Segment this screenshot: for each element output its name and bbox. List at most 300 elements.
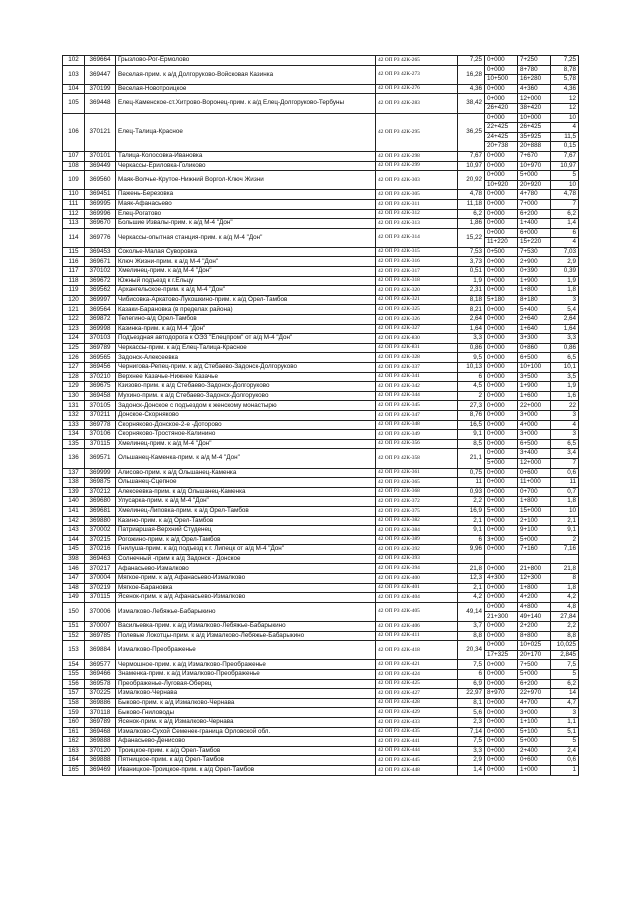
row-number: 398 — [63, 554, 85, 564]
table-row — [63, 401, 579, 411]
road-code: 42 ОП РЗ 42К-448 — [376, 765, 458, 775]
road-length: 9,96 — [458, 545, 485, 555]
range-length: 1,1 — [551, 717, 579, 727]
road-register-table — [62, 55, 579, 776]
road-code: 42 ОП РЗ 42К-283 — [376, 94, 458, 113]
row-number: 141 — [63, 506, 85, 516]
row-number: 149 — [63, 593, 85, 603]
road-code: 42 ОП РЗ 42К-311 — [376, 199, 458, 209]
range-start: 5+000 — [485, 458, 518, 468]
range-end: 1+100 — [518, 717, 551, 727]
range-end: 0+390 — [518, 267, 551, 277]
range-end: 3+000 — [518, 430, 551, 440]
road-name: Пажень-Березовка — [116, 190, 376, 200]
range-start: 0+000 — [485, 727, 518, 737]
table-row — [63, 151, 579, 161]
range-end: 15+220 — [518, 238, 551, 248]
road-code: 42 ОП РЗ 42К-349 — [376, 430, 458, 440]
road-name: Солнечный -прим к а/д Задонск - Донское — [116, 554, 376, 564]
road-name: Чермошное-прим. к а/д Измалково-Преображенье — [116, 660, 376, 670]
road-code: 42 ОП РЗ 42К-317 — [376, 267, 458, 277]
road-name: Ясенок-прим. к а/д Афанасьево-Измалково — [116, 593, 376, 603]
road-id: 369456 — [85, 363, 116, 373]
road-id: 369888 — [85, 737, 116, 747]
range-length: 5 — [551, 670, 579, 680]
road-name: Измалково-Сухой Семенек-граница Орловской обл. — [116, 727, 376, 737]
range-length: 6,2 — [551, 679, 579, 689]
road-code: 42 ОП РЗ 42К-358 — [376, 449, 458, 468]
table-row — [63, 679, 579, 689]
road-length: 8,21 — [458, 305, 485, 315]
range-end: 4+780 — [518, 190, 551, 200]
road-name: Южный подъезд к г.Ельцу — [116, 276, 376, 286]
road-name: Преображенье-Луговая-Оберец — [116, 679, 376, 689]
range-end: 16+280 — [518, 75, 551, 85]
range-start: 0+000 — [485, 746, 518, 756]
table-row — [63, 257, 579, 267]
range-end: 38+420 — [518, 103, 551, 113]
range-end: 20+170 — [518, 650, 551, 660]
row-number: 165 — [63, 765, 85, 775]
road-code: 42 ОП РЗ 42К-365 — [376, 478, 458, 488]
road-code: 42 ОП РЗ 42К-298 — [376, 151, 458, 161]
road-code: 42 ОП РЗ 42К-393 — [376, 554, 458, 564]
range-start: 0+000 — [485, 497, 518, 507]
range-start: 0+000 — [485, 228, 518, 238]
road-code: 42 ОП РЗ 42К-445 — [376, 756, 458, 766]
row-number: 105 — [63, 94, 85, 113]
range-length: 4 — [551, 420, 579, 430]
row-number: 111 — [63, 199, 85, 209]
road-length: 2,9 — [458, 756, 485, 766]
range-start: 8+970 — [485, 689, 518, 699]
row-number: 159 — [63, 708, 85, 718]
range-length: 8,78 — [551, 65, 579, 75]
table-row — [63, 717, 579, 727]
road-code: 42 ОП РЗ 42К-382 — [376, 516, 458, 526]
road-id: 369789 — [85, 343, 116, 353]
range-length: 4 — [551, 123, 579, 133]
range-length: 2,845 — [551, 650, 579, 660]
road-id: 369463 — [85, 554, 116, 564]
road-length: 0,51 — [458, 267, 485, 277]
row-number: 155 — [63, 670, 85, 680]
range-start: 10+920 — [485, 180, 518, 190]
road-name: Ольшанец-Каменка-прим. к а/д М-4 "Дон" — [116, 449, 376, 468]
range-start: 0+000 — [485, 449, 518, 459]
range-length: 5 — [551, 171, 579, 181]
road-id: 369998 — [85, 324, 116, 334]
table-row — [63, 487, 579, 497]
road-name: Кзизово-прим. к а/д Стебаево-Задонск-Долгоруково — [116, 382, 376, 392]
road-id: 369577 — [85, 660, 116, 670]
road-name: Архангельское-прим. к а/д М-4 "Дон" — [116, 286, 376, 296]
road-name: Рогожино-прим. к а/д Орел-Тамбов — [116, 535, 376, 545]
road-code: 42 ОП РЗ 42К-433 — [376, 717, 458, 727]
range-start: 0+000 — [485, 161, 518, 171]
road-name: Черкассы-Ериловка-Голиково — [116, 161, 376, 171]
range-start: 0+000 — [485, 84, 518, 94]
range-length: 22 — [551, 401, 579, 411]
road-length: 1,86 — [458, 219, 485, 229]
road-code: 42 ОП РЗ 42К-444 — [376, 746, 458, 756]
range-length: 3 — [551, 295, 579, 305]
row-number: 128 — [63, 372, 85, 382]
road-name: Елец-Талица-Красное — [116, 113, 376, 151]
row-number: 125 — [63, 343, 85, 353]
table-row — [63, 94, 579, 104]
road-name: Ясенок-прим. к а/д Измалково-Чернава — [116, 717, 376, 727]
road-id: 370118 — [85, 708, 116, 718]
road-name: Хмелинец-Липовка-прим. к а/д Орел-Тамбов — [116, 506, 376, 516]
road-name: Скорняково-Тростяное-Калинино — [116, 430, 376, 440]
road-name: Гнилуша-прим. к а/д подъезд к г. Липецк от а/д М-4 "Дон" — [116, 545, 376, 555]
road-length: 20,92 — [458, 171, 485, 190]
road-id: 369681 — [85, 506, 116, 516]
range-end: 22+970 — [518, 689, 551, 699]
range-start: 21+300 — [485, 612, 518, 622]
road-length: 7,14 — [458, 727, 485, 737]
range-length: 5,1 — [551, 727, 579, 737]
road-id: 369664 — [85, 56, 116, 66]
range-start: 0+000 — [485, 65, 518, 75]
road-name: Донское-Скорняково — [116, 410, 376, 420]
range-end: 22+000 — [518, 401, 551, 411]
road-id: 369468 — [85, 727, 116, 737]
range-start: 0+000 — [485, 679, 518, 689]
road-name: Знаменка-прим. к а/д Измалково-Преображенье — [116, 670, 376, 680]
table-row — [63, 363, 579, 373]
range-end: 9+100 — [518, 526, 551, 536]
road-length: 10,97 — [458, 161, 485, 171]
row-number: 117 — [63, 267, 85, 277]
range-end: 8+180 — [518, 295, 551, 305]
range-length: 4,8 — [551, 602, 579, 612]
range-length: 21,8 — [551, 564, 579, 574]
road-name: Мягкое-Барановка — [116, 583, 376, 593]
table-row — [63, 526, 579, 536]
range-start: 0+000 — [485, 199, 518, 209]
range-length: 12 — [551, 103, 579, 113]
row-number: 161 — [63, 727, 85, 737]
range-end: 8+800 — [518, 631, 551, 641]
road-name: Елец-Рогатово — [116, 209, 376, 219]
road-code: 42 ОП РЗ 42К-342 — [376, 382, 458, 392]
row-number: 108 — [63, 161, 85, 171]
road-code: 42 ОП РЗ 42К-372 — [376, 497, 458, 507]
row-number: 102 — [63, 56, 85, 66]
row-number: 148 — [63, 583, 85, 593]
road-code: 42 ОП РЗ 42К-348 — [376, 420, 458, 430]
range-length: 3,5 — [551, 372, 579, 382]
road-id: 369875 — [85, 478, 116, 488]
road-name: Мухино-прим. к а/д Стебаево-Задонск-Долгоруково — [116, 391, 376, 401]
road-name: Казинка-прим. к а/д М-4 "Дон" — [116, 324, 376, 334]
range-end: 6+500 — [518, 439, 551, 449]
road-id: 369776 — [85, 228, 116, 247]
road-code: 42 ОП РЗ 42К-320 — [376, 286, 458, 296]
road-code: 42 ОП РЗ 42К-295 — [376, 113, 458, 151]
road-length: 3,73 — [458, 257, 485, 267]
road-code: 42 ОП РЗ 42К-375 — [376, 506, 458, 516]
range-end: 1+900 — [518, 276, 551, 286]
range-start: 26+420 — [485, 103, 518, 113]
road-length: 2,1 — [458, 583, 485, 593]
range-start: 0+000 — [485, 343, 518, 353]
range-start: 0+000 — [485, 478, 518, 488]
table-row — [63, 439, 579, 449]
road-id: 369466 — [85, 670, 116, 680]
table-row — [63, 171, 579, 181]
road-name: Алисово-прим. к а/д Ольшанец-Каменка — [116, 468, 376, 478]
range-length: 10,1 — [551, 363, 579, 373]
range-length: 3 — [551, 430, 579, 440]
range-length: 7,03 — [551, 247, 579, 257]
road-id: 370219 — [85, 583, 116, 593]
range-end: 10+100 — [518, 363, 551, 373]
table-row — [63, 660, 579, 670]
range-length: 6,2 — [551, 209, 579, 219]
range-length: 14 — [551, 689, 579, 699]
road-id: 370115 — [85, 593, 116, 603]
road-length: 7,5 — [458, 737, 485, 747]
row-number: 118 — [63, 276, 85, 286]
road-length: 3,7 — [458, 622, 485, 632]
road-code: 42 ОП РЗ 42К-424 — [376, 670, 458, 680]
range-length: 3,3 — [551, 334, 579, 344]
road-code: 42 ОП РЗ 42К-435 — [376, 727, 458, 737]
range-length: 10 — [551, 180, 579, 190]
range-start: 0+000 — [485, 526, 518, 536]
table-row — [63, 583, 579, 593]
road-name: Алексеевка-прим. к а/д Ольшанец-Каменка — [116, 487, 376, 497]
range-length: 6,5 — [551, 439, 579, 449]
road-code: 42 ОП РЗ 42К-312 — [376, 209, 458, 219]
range-length: 5,4 — [551, 305, 579, 315]
row-number: 153 — [63, 641, 85, 660]
road-code: 42 ОП РЗ 42К-404 — [376, 593, 458, 603]
road-length: 7,67 — [458, 151, 485, 161]
range-end: 3+400 — [518, 449, 551, 459]
range-end: 6+200 — [518, 679, 551, 689]
range-start: 5+000 — [485, 506, 518, 516]
range-start: 0+000 — [485, 545, 518, 555]
road-name: Измалково-Лебяжье-Бабарыкино — [116, 602, 376, 621]
range-end: 2+200 — [518, 622, 551, 632]
road-name: Пятницкое-прим. к а/д Орел-Тамбов — [116, 756, 376, 766]
road-name: Задонск-Алексеевка — [116, 353, 376, 363]
row-number: 164 — [63, 756, 85, 766]
range-start: 0+000 — [485, 324, 518, 334]
road-id: 369999 — [85, 468, 116, 478]
road-id: 369785 — [85, 631, 116, 641]
row-number: 140 — [63, 497, 85, 507]
road-code: 42 ОП РЗ 42К-411 — [376, 631, 458, 641]
range-start: 0+000 — [485, 382, 518, 392]
range-length: 1,4 — [551, 219, 579, 229]
road-length: 12,3 — [458, 574, 485, 584]
range-start: 0+000 — [485, 468, 518, 478]
road-code: 42 ОП РЗ 42К-273 — [376, 65, 458, 84]
range-end: 20+888 — [518, 142, 551, 152]
range-start: 0+000 — [485, 430, 518, 440]
road-code: 42 ОП РЗ 42К-406 — [376, 622, 458, 632]
table-row — [63, 209, 579, 219]
road-length: 2,3 — [458, 717, 485, 727]
range-end: 10+025 — [518, 641, 551, 651]
range-length: 0,86 — [551, 343, 579, 353]
road-name: Быково-Гниловоды — [116, 708, 376, 718]
range-start: 11+220 — [485, 238, 518, 248]
range-length: 5,78 — [551, 75, 579, 85]
row-number: 138 — [63, 478, 85, 488]
road-code: 42 ОП РЗ 42К-368 — [376, 487, 458, 497]
table-row — [63, 737, 579, 747]
road-id: 369458 — [85, 391, 116, 401]
range-end: 7+250 — [518, 56, 551, 66]
range-start: 0+000 — [485, 257, 518, 267]
road-id: 369560 — [85, 171, 116, 190]
row-number: 124 — [63, 334, 85, 344]
row-number: 132 — [63, 410, 85, 420]
table-row — [63, 315, 579, 325]
road-id: 370216 — [85, 545, 116, 555]
road-name: Маяк-Афанасьево — [116, 199, 376, 209]
row-number: 115 — [63, 247, 85, 257]
road-id: 369789 — [85, 717, 116, 727]
range-length: 10,97 — [551, 161, 579, 171]
range-start: 0+000 — [485, 209, 518, 219]
row-number: 122 — [63, 315, 85, 325]
road-code: 42 ОП РЗ 42К-389 — [376, 535, 458, 545]
table-row — [63, 478, 579, 488]
road-code: 42 ОП РЗ 42К-421 — [376, 660, 458, 670]
table-row — [63, 631, 579, 641]
road-code: 42 ОП РЗ 42К-345 — [376, 401, 458, 411]
road-code: 42 ОП РЗ 42К-830 — [376, 334, 458, 344]
range-start: 10+500 — [485, 75, 518, 85]
range-length: 0,39 — [551, 267, 579, 277]
road-code: 42 ОП РЗ 42К-318 — [376, 276, 458, 286]
road-code: 42 ОП РЗ 42К-276 — [376, 84, 458, 94]
range-end: 1+800 — [518, 497, 551, 507]
road-id: 370121 — [85, 113, 116, 151]
range-length: 9,1 — [551, 526, 579, 536]
range-length: 7,16 — [551, 545, 579, 555]
road-id: 369680 — [85, 497, 116, 507]
road-name: Ключ Жизни-прим. к а/д М-4 "Дон" — [116, 257, 376, 267]
table-row — [63, 516, 579, 526]
range-length: 4,36 — [551, 84, 579, 94]
row-number: 160 — [63, 717, 85, 727]
road-length: 9,1 — [458, 526, 485, 536]
row-number: 131 — [63, 401, 85, 411]
road-code: 42 ОП РЗ 42К-305 — [376, 190, 458, 200]
table-row — [63, 535, 579, 545]
range-length: 0,7 — [551, 487, 579, 497]
road-id: 370211 — [85, 410, 116, 420]
range-start: 0+000 — [485, 113, 518, 123]
table-row — [63, 334, 579, 344]
row-number: 150 — [63, 602, 85, 621]
road-id: 369453 — [85, 247, 116, 257]
row-number: 151 — [63, 622, 85, 632]
road-name: Скорняково-Донское-2-е -Доторово — [116, 420, 376, 430]
table-row — [63, 554, 579, 564]
range-end: 0+600 — [518, 756, 551, 766]
range-start: 0+000 — [485, 267, 518, 277]
range-end: 1+800 — [518, 286, 551, 296]
range-start: 0+000 — [485, 516, 518, 526]
road-length: 8,76 — [458, 410, 485, 420]
road-length: 38,42 — [458, 94, 485, 113]
road-name: Соколье-Малая Суворовка — [116, 247, 376, 257]
range-start: 0+000 — [485, 363, 518, 373]
road-length: 9,5 — [458, 353, 485, 363]
range-start: 0+000 — [485, 315, 518, 325]
table-row — [63, 545, 579, 555]
road-id: 369996 — [85, 209, 116, 219]
range-end: 35+925 — [518, 132, 551, 142]
range-end: 21+800 — [518, 564, 551, 574]
road-length: 16,5 — [458, 420, 485, 430]
row-number: 136 — [63, 449, 85, 468]
road-name: Патриаршая-Верхний Студенец — [116, 526, 376, 536]
road-name: Быково-прим. к а/д Измалково-Чернава — [116, 698, 376, 708]
road-length: 3,3 — [458, 746, 485, 756]
road-id: 369562 — [85, 286, 116, 296]
road-id: 369671 — [85, 257, 116, 267]
range-start: 0+000 — [485, 276, 518, 286]
road-id: 369578 — [85, 679, 116, 689]
table-row — [63, 410, 579, 420]
range-end: 6+500 — [518, 353, 551, 363]
road-length: 1,64 — [458, 324, 485, 334]
road-id: 370199 — [85, 84, 116, 94]
row-number: 103 — [63, 65, 85, 84]
row-number: 120 — [63, 295, 85, 305]
road-id: 370217 — [85, 564, 116, 574]
road-code: 42 ОП РЗ 42К-315 — [376, 247, 458, 257]
range-length: 7,25 — [551, 56, 579, 66]
range-end: 3+000 — [518, 708, 551, 718]
range-length: 2 — [551, 535, 579, 545]
road-length: 21,1 — [458, 449, 485, 468]
road-name: Афанасьево-Измалково — [116, 564, 376, 574]
row-number: 154 — [63, 660, 85, 670]
road-length: 6 — [458, 535, 485, 545]
road-register-page — [62, 55, 578, 776]
road-code: 42 ОП РЗ 42К-347 — [376, 410, 458, 420]
range-end: 4+800 — [518, 602, 551, 612]
road-length: 2,2 — [458, 497, 485, 507]
row-number: 130 — [63, 391, 85, 401]
range-end: 49+140 — [518, 612, 551, 622]
road-length: 1,4 — [458, 765, 485, 775]
table-row — [63, 468, 579, 478]
road-length: 1,9 — [458, 276, 485, 286]
road-length: 20,34 — [458, 641, 485, 660]
range-start: 0+000 — [485, 660, 518, 670]
road-code: 42 ОП РЗ 42К-313 — [376, 219, 458, 229]
range-length: 1,64 — [551, 324, 579, 334]
range-length: 2,64 — [551, 315, 579, 325]
range-end: 8+780 — [518, 65, 551, 75]
range-length: 4 — [551, 238, 579, 248]
range-end: 7+160 — [518, 545, 551, 555]
road-name: Верхнее Казачье-Нижнее Казачье — [116, 372, 376, 382]
table-row — [63, 305, 579, 315]
